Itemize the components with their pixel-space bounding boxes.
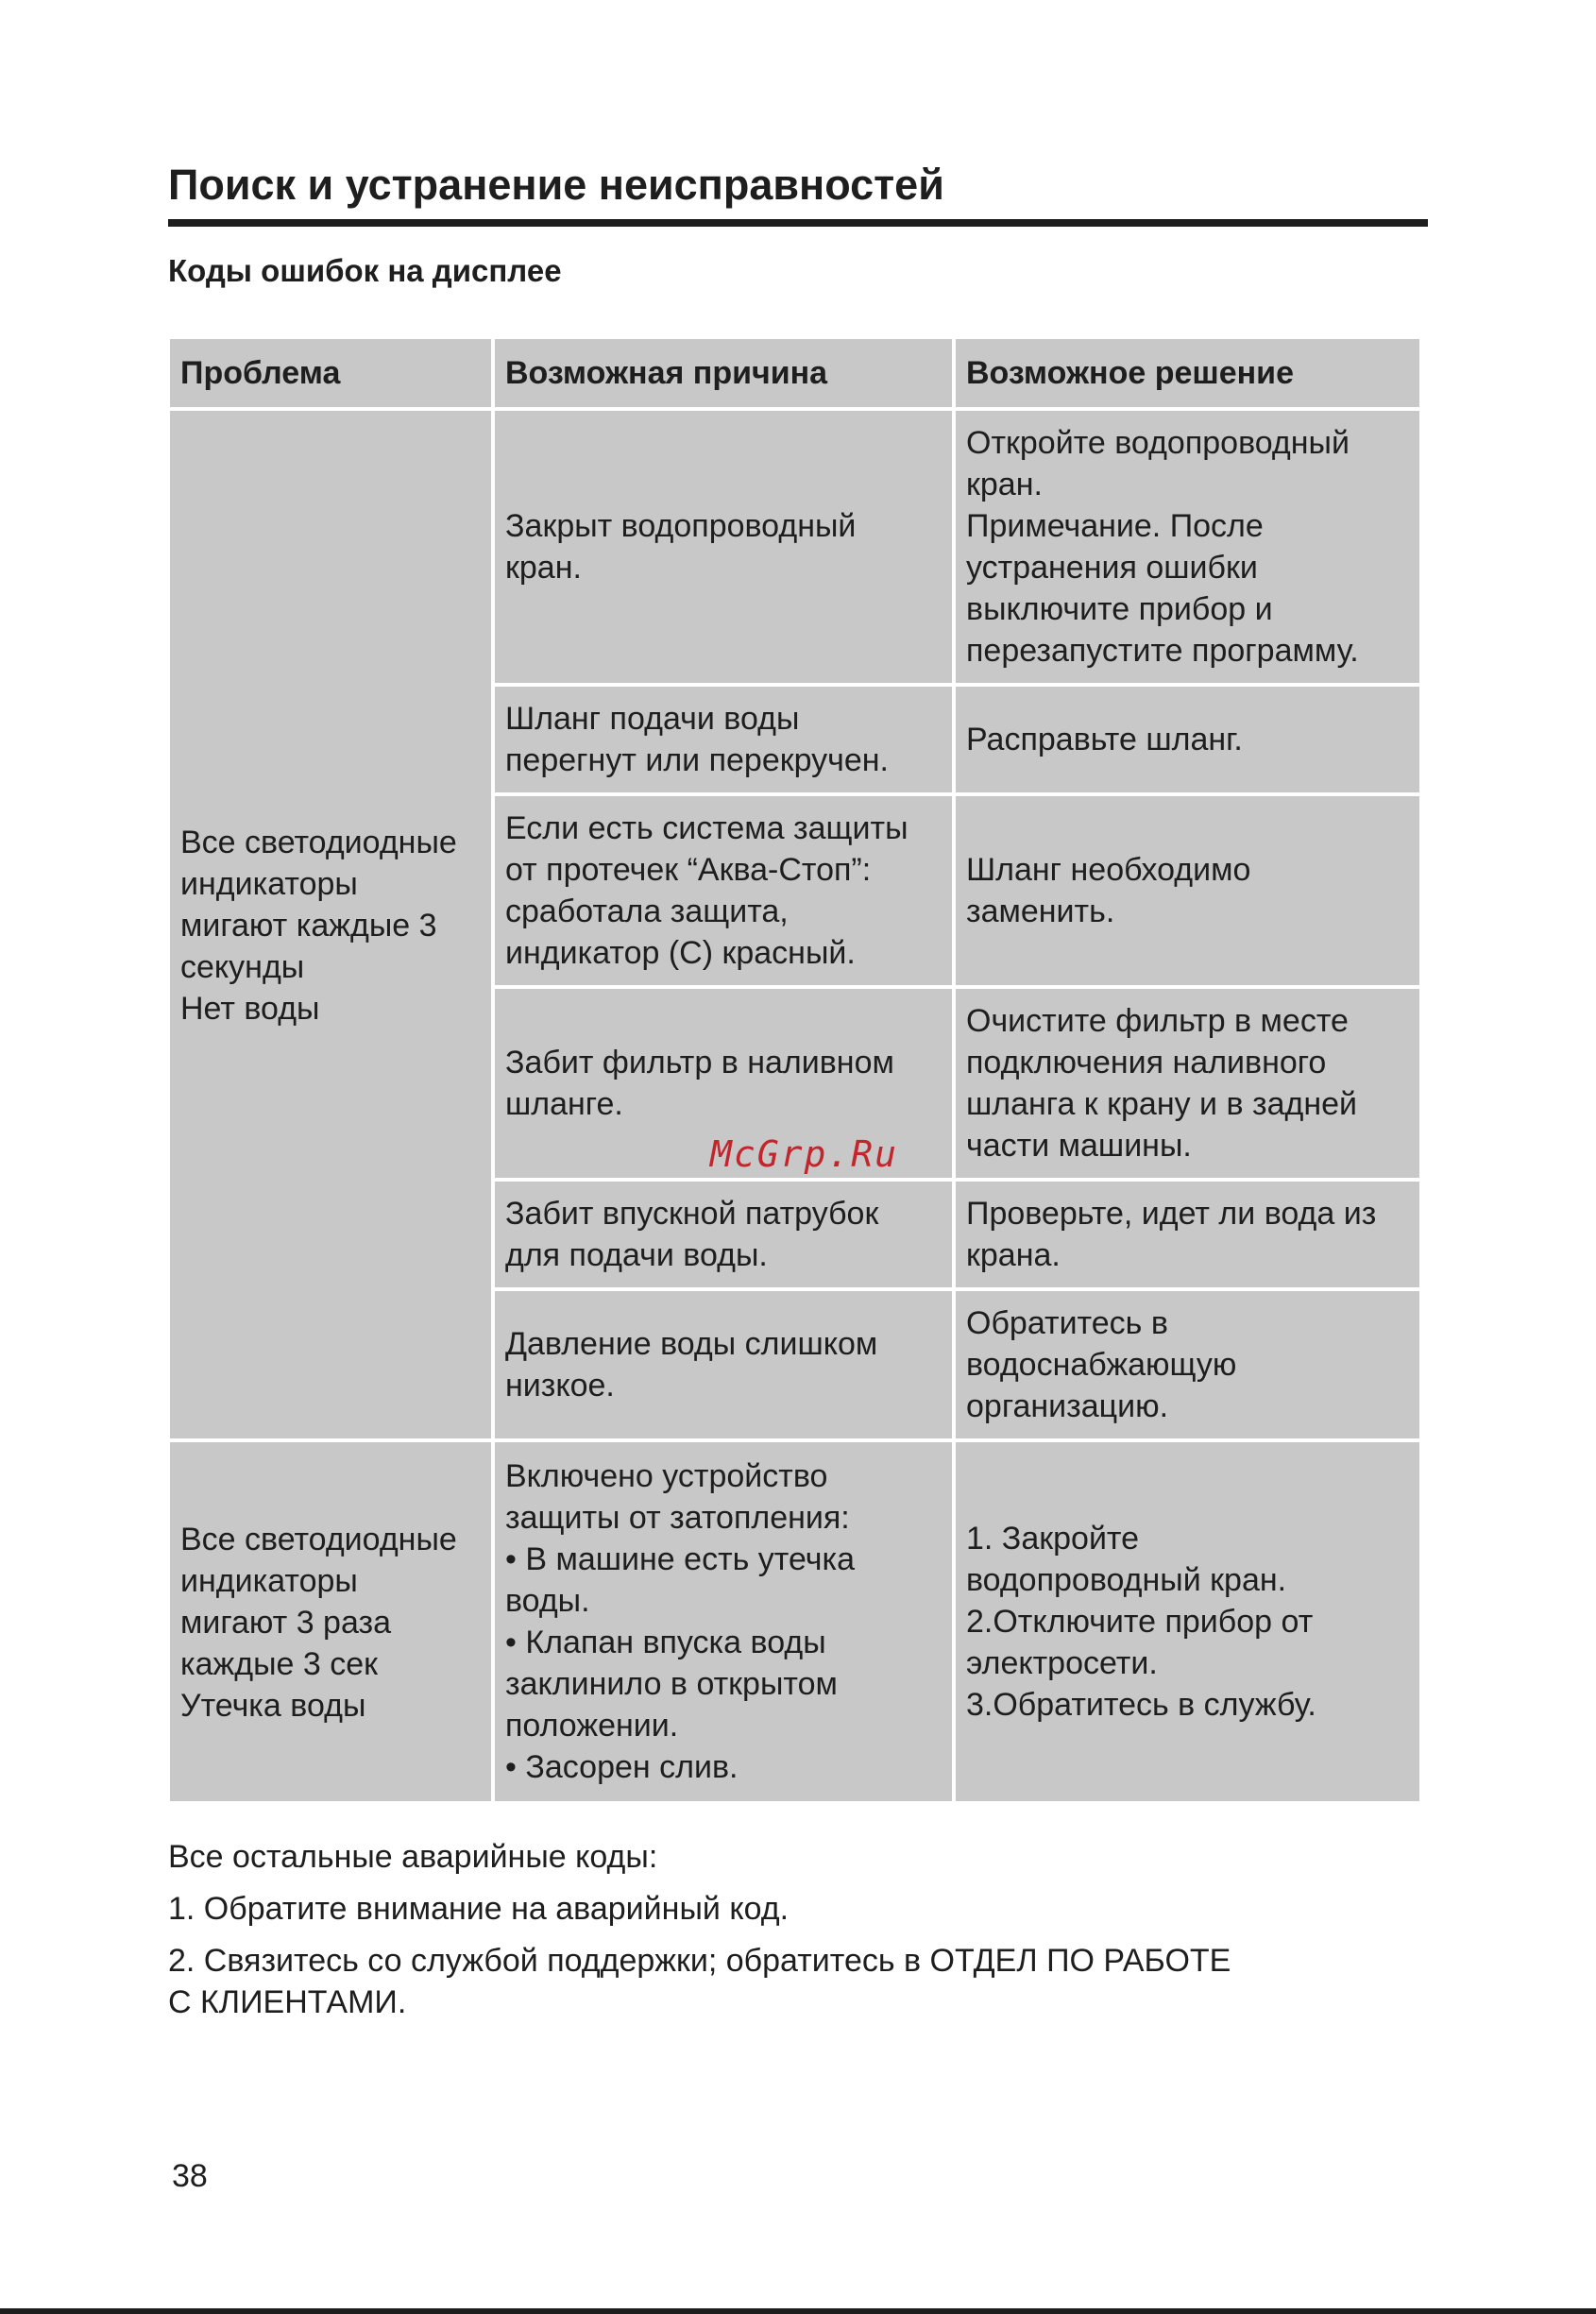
watermark: McGrp.Ru (710, 1133, 899, 1175)
cause-cell: Включено устройство защиты от затопления: • В машине есть утечка воды. • Клапан впуска воды заклинило в открытом положении. • Засорен слив. (495, 1442, 956, 1805)
table-row (170, 1442, 1419, 1805)
solution-cell: Обратитесь в водоснабжающую организацию. (956, 1291, 1419, 1442)
header-problem: Проблема (170, 339, 495, 411)
notes-item: 2. Связитесь со службой поддержки; обратитесь в ОТДЕЛ ПО РАБОТЕ С КЛИЕНТАМИ. (168, 1943, 1231, 2020)
page-title: Поиск и устранение неисправностей (168, 161, 944, 209)
section-subtitle: Коды ошибок на дисплее (168, 253, 562, 288)
solution-cell: Проверьте, идет ли вода из крана. (956, 1182, 1419, 1291)
cause-cell: Шланг подачи воды перегнут или перекручен. (495, 687, 956, 796)
cause-cell: Давление воды слишком низкое. (495, 1291, 956, 1442)
header-cause: Возможная причина (495, 339, 956, 411)
solution-cell: Расправьте шланг. (956, 687, 1419, 796)
solution-cell: Очистите фильтр в месте подключения наливного шланга к крану и в задней части машины. (956, 989, 1419, 1182)
table-row (170, 411, 1419, 687)
table-header-row (170, 339, 1419, 411)
cause-cell: Закрыт водопроводный кран. (495, 411, 956, 687)
solution-cell: 1. Закройте водопроводный кран. 2.Отключите прибор от электросети. 3.Обратитесь в службу. (956, 1442, 1419, 1805)
notes-item: 1. Обратите внимание на аварийный код. (168, 1891, 790, 1927)
solution-cell: Шланг необходимо заменить. (956, 796, 1419, 989)
error-codes-table (170, 339, 1419, 1805)
notes-intro: Все остальные аварийные коды: (168, 1839, 658, 1875)
header-solution: Возможное решение (956, 339, 1419, 411)
title-rule (168, 219, 1428, 227)
footer-notes (168, 1836, 1415, 2033)
solution-cell: Откройте водопроводный кран. Примечание. После устранения ошибки выключите прибор и перезапустите программу. (956, 411, 1419, 687)
problem-cell: Все светодиодные индикаторы мигают 3 раза каждые 3 сек Утечка воды (170, 1442, 495, 1805)
cause-cell: Забит впускной патрубок для подачи воды. (495, 1182, 956, 1291)
bottom-rule (0, 2308, 1596, 2314)
cause-cell: Если есть система защиты от протечек “Аква-Стоп”: сработала защита, индикатор (C) красный. (495, 796, 956, 989)
page-number: 38 (172, 2158, 208, 2194)
problem-cell: Все светодиодные индикаторы мигают каждые 3 секунды Нет воды (170, 411, 495, 1442)
cause-cell: Забит фильтр в наливном шланге. (495, 989, 956, 1182)
